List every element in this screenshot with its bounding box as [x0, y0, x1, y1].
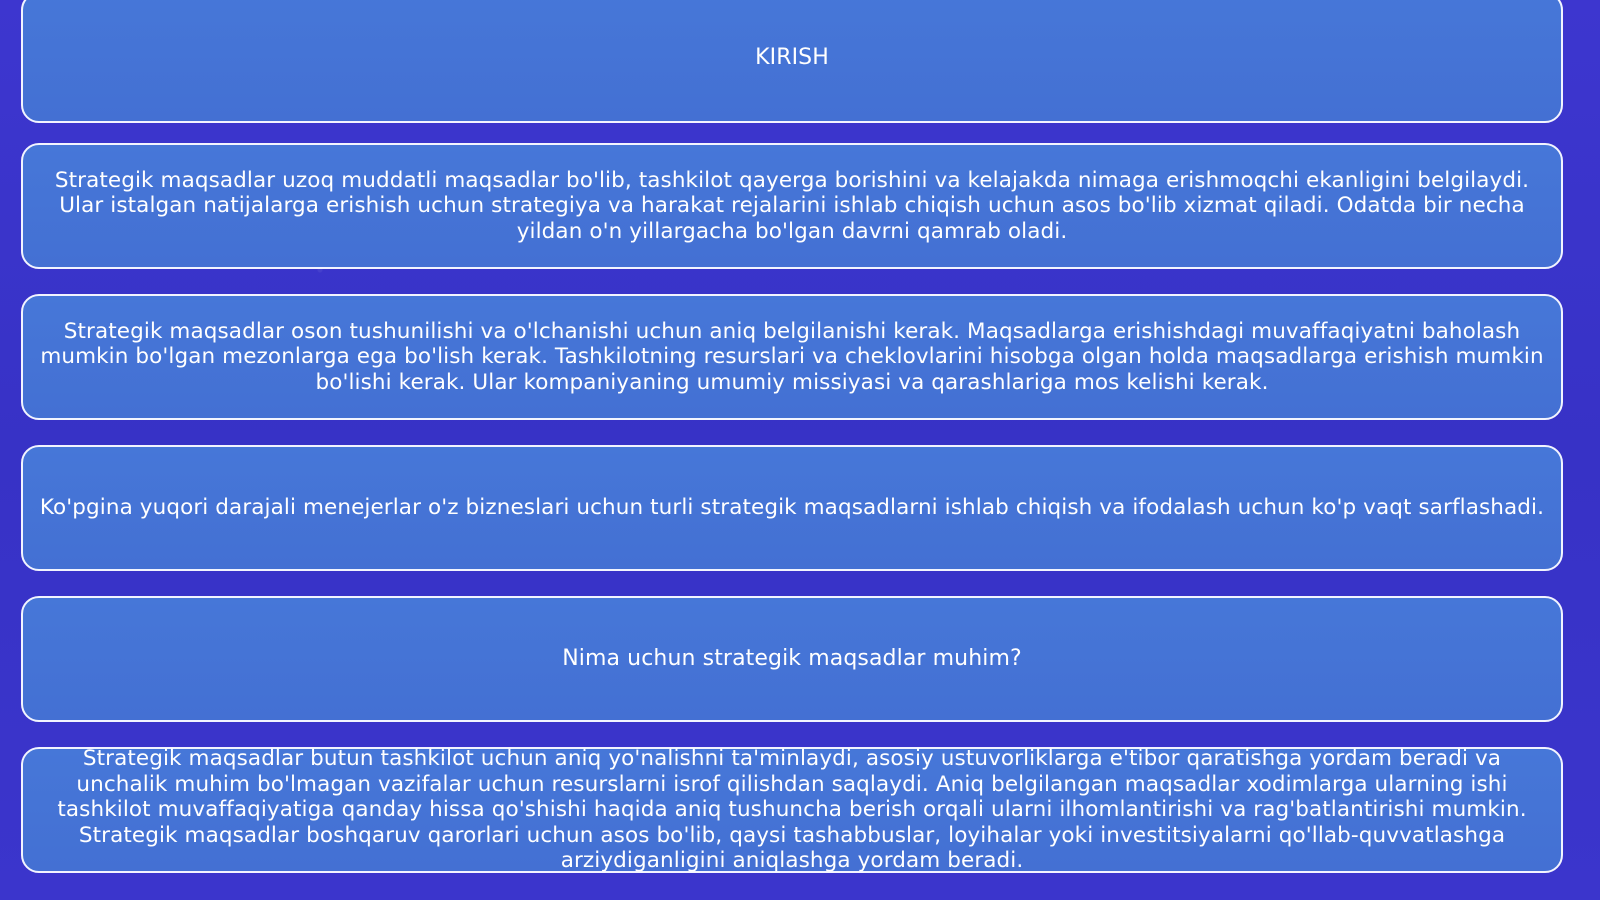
card-managers: [21, 445, 1563, 571]
card-criteria: [21, 294, 1563, 420]
card-definition: [21, 143, 1563, 269]
card-importance-details: [21, 747, 1563, 873]
card-text: Strategik maqsadlar butun tashkilot uchun aniq yo'nalishni ta'minlaydi, asosiy ustuvorliklarga e'tibor qaratishga yordam beradi va unchalik muhim bo'lmagan vazifalar uchun resurslarni isrof qilishdan saqlaydi. Aniq belgilangan maqsadlar xodimlarga ularning ishi tashkilot muvaffaqiyatiga qanday hissa qo'shishi haqida aniq tushuncha berish orqali ularni ilhomlantirishi va rag'batlantirishi mumkin. Strategik maqsadlar boshqaruv qarorlari uchun asos bo'lib, qaysi tashabbuslar, loyihalar yoki investitsiyalarni qo'llab-quvvatlashga arziydiganligini aniqlashga yordam beradi.: [57, 746, 1527, 874]
card-kirish: [21, 0, 1563, 123]
card-text: Strategik maqsadlar uzoq muddatli maqsadlar bo'lib, tashkilot qayerga borishini va kelajakda nimaga erishmoqchi ekanligini belgilaydi. Ular istalgan natijalarga erishish uchun strategiya va harakat rejalarini ishlab chiqish uchun asos bo'lib xizmat qiladi. Odatda bir necha yildan o'n yillargacha bo'lgan davrni qamrab oladi.: [54, 167, 1530, 244]
card-text: Ko'pgina yuqori darajali menejerlar o'z bizneslari uchun turli strategik maqsadlarni ishlab chiqish va ifodalash uchun ko'p vaqt sarflashadi.: [39, 495, 1545, 521]
card-text: KIRISH: [755, 44, 829, 70]
card-why-important: [21, 596, 1563, 722]
card-text: Strategik maqsadlar oson tushunilishi va o'lchanishi uchun aniq belgilanishi kerak. Maqsadlarga erishishdagi muvaffaqiyatni baholash mumkin bo'lgan mezonlarga ega bo'lish kerak. Tashkilotning resurslari va cheklovlarini hisobga olgan holda maqsadlarga erishish mumkin bo'lishi kerak. Ular kompaniyaning umumiy missiyasi va qarashlariga mos kelishi kerak.: [40, 318, 1544, 395]
card-text: Nima uchun strategik maqsadlar muhim?: [562, 646, 1022, 672]
